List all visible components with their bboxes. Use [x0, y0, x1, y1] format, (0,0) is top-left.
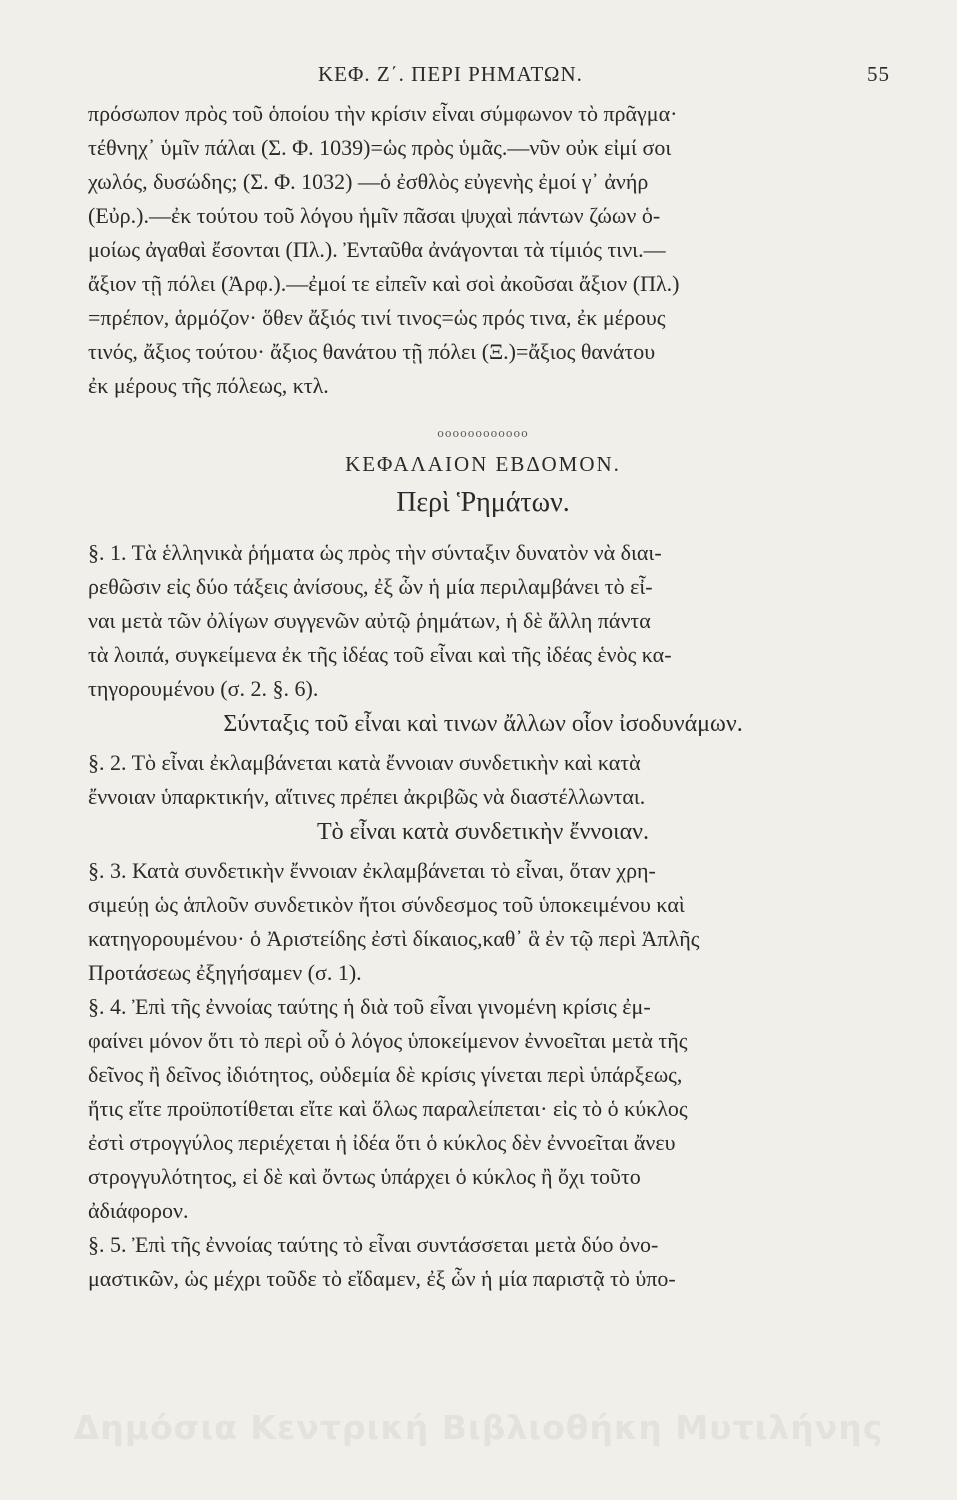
section-5	[88, 1229, 878, 1294]
text-line: πρόσωπον πρὸς τοῦ ὁποίου τὴν κρίσιν εἶναι σύμφωνον τὸ πρᾶγμα·	[88, 101, 678, 126]
book-page	[88, 62, 890, 1297]
ornamental-divider: οοοοοοοοοοοο	[437, 427, 529, 440]
text-line: ρεθῶσιν εἰς δύο τάξεις ἀνίσους, ἐξ ὧν ἡ μία περιλαμβάνει τὸ εἶ-	[88, 574, 653, 599]
text-line: §. 4. Ἐπὶ τῆς ἐννοίας ταύτης ἡ διὰ τοῦ εἶναι γινομένη κρίσις ἐμ-	[88, 994, 651, 1019]
text-line: τηγορουμένου (σ. 2. §. 6).	[88, 676, 319, 701]
chapter-subtitle: Περὶ Ῥημάτων.	[396, 487, 570, 518]
section-heading: Σύνταξις τοῦ εἶναι καὶ τινων ἄλλων οἷον ἰσοδυνάμων.	[223, 711, 743, 737]
library-watermark: Δημόσια Κεντρική Βιβλιοθήκη Μυτιλήνης	[73, 1408, 884, 1447]
text-line: ἐστὶ στρογγύλος περιέχεται ἡ ἰδέα ὅτι ὁ κύκλος δὲν ἐννοεῖται ἄνευ	[88, 1130, 676, 1155]
text-line: §. 5. Ἐπὶ τῆς ἐννοίας ταύτης τὸ εἶναι συντάσσεται μετὰ δύο ὀνο-	[88, 1232, 659, 1257]
text-line: ἔννοιαν ὑπαρκτικήν, αἵτινες πρέπει ἀκριβῶς νὰ διαστέλλωνται.	[88, 784, 646, 809]
section-4	[88, 991, 878, 1226]
text-line: κατηγορουμένου· ὁ Ἀριστείδης ἐστὶ δίκαιος,καθ᾽ ἃ ἐν τῷ περὶ Ἁπλῆς	[88, 926, 700, 951]
section-heading: Τὸ εἶναι κατὰ συνδετικὴν ἔννοιαν.	[316, 819, 650, 845]
text-line: στρογγυλότητος, εἰ δὲ καὶ ὄντως ὑπάρχει ὁ κύκλος ἢ ὄχι τοῦτο	[88, 1164, 641, 1189]
text-line: μοίως ἀγαθαὶ ἔσονται (Πλ.). Ἐνταῦθα ἀνάγονται τὰ τίμιός τινι.—	[88, 237, 666, 262]
text-line: §. 1. Τὰ ἑλληνικὰ ῥήματα ὡς πρὸς τὴν σύνταξιν δυνατὸν νὰ διαι-	[88, 540, 662, 565]
text-line: ἥτις εἴτε προϋποτίθεται εἴτε καὶ ὅλως παραλείπεται· εἰς τὸ ὁ κύκλος	[88, 1096, 688, 1121]
text-line: (Εὐρ.).—ἐκ τούτου τοῦ λόγου ἡμῖν πᾶσαι ψυχαὶ πάντων ζώων ὁ-	[88, 203, 661, 228]
text-line: =πρέπον, ἁρμόζον· ὅθεν ἄξιός τινί τινος=ὡς πρός τινα, ἐκ μέρους	[88, 305, 666, 330]
text-line: ἐκ μέρους τῆς πόλεως, κτλ.	[88, 373, 329, 398]
text-line: §. 3. Κατὰ συνδετικὴν ἔννοιαν ἐκλαμβάνεται τὸ εἶναι, ὅταν χρη-	[88, 858, 656, 883]
text-line: σιμεύῃ ὡς ἁπλοῦν συνδετικὸν ἤτοι σύνδεσμος τοῦ ὑποκειμένου καὶ	[88, 892, 685, 917]
section-1	[88, 537, 878, 704]
text-line: ἀδιάφορον.	[88, 1198, 189, 1223]
text-line: φαίνει μόνον ὅτι τὸ περὶ οὗ ὁ λόγος ὑποκείμενον ἐννοεῖται μετὰ τῆς	[88, 1028, 688, 1053]
top-paragraph	[88, 98, 878, 401]
text-line: τέθνηχ᾽ ὑμῖν πάλαι (Σ. Φ. 1039)=ὡς πρὸς ὑμᾶς.—νῦν οὐκ εἰμί σοι	[88, 135, 672, 160]
text-line: τὰ λοιπά, συγκείμενα ἐκ τῆς ἰδέας τοῦ εἶναι καὶ τῆς ἰδέας ἑνὸς κα-	[88, 642, 672, 667]
running-head	[88, 62, 890, 92]
text-line: Προτάσεως ἐξηγήσαμεν (σ. 1).	[88, 960, 362, 985]
text-line: §. 2. Τὸ εἶναι ἐκλαμβάνεται κατὰ ἔννοιαν συνδετικὴν καὶ κατὰ	[88, 750, 641, 775]
section-3	[88, 855, 878, 988]
running-head-title: ΚΕΦ. Ζ΄. ΠΕΡΙ ΡΗΜΑΤΩΝ.	[318, 62, 583, 86]
text-line: τινός, ἄξιος τούτου· ἄξιος θανάτου τῇ πόλει (Ξ.)=ἄξιος θανάτου	[88, 339, 656, 364]
text-line: χωλός, δυσώδης; (Σ. Φ. 1032) —ὁ ἐσθλὸς εὐγενὴς ἐμοί γ᾽ ἀνήρ	[88, 169, 649, 194]
chapter-heading: ΚΕΦΑΛΑΙΟΝ ΕΒΔΟΜΟΝ.	[345, 452, 621, 476]
text-line: δεῖνος ἢ δεῖνος ἰδιότητος, οὐδεμία δὲ κρίσις γίνεται περὶ ὑπάρξεως,	[88, 1062, 683, 1087]
text-line: μαστικῶν, ὡς μέχρι τοῦδε τὸ εἴδαμεν, ἐξ ὧν ἡ μία παριστᾷ τὸ ὑπο-	[88, 1266, 676, 1291]
page-number: 55	[867, 62, 890, 86]
text-line: ἄξιον τῇ πόλει (Ἀρφ.).—ἐμοί τε εἰπεῖν καὶ σοὶ ἀκοῦσαι ἄξιον (Πλ.)	[88, 271, 680, 296]
section-2	[88, 747, 878, 812]
text-line: ναι μετὰ τῶν ὀλίγων συγγενῶν αὐτῷ ῥημάτων, ἡ δὲ ἄλλη πάντα	[88, 608, 651, 633]
